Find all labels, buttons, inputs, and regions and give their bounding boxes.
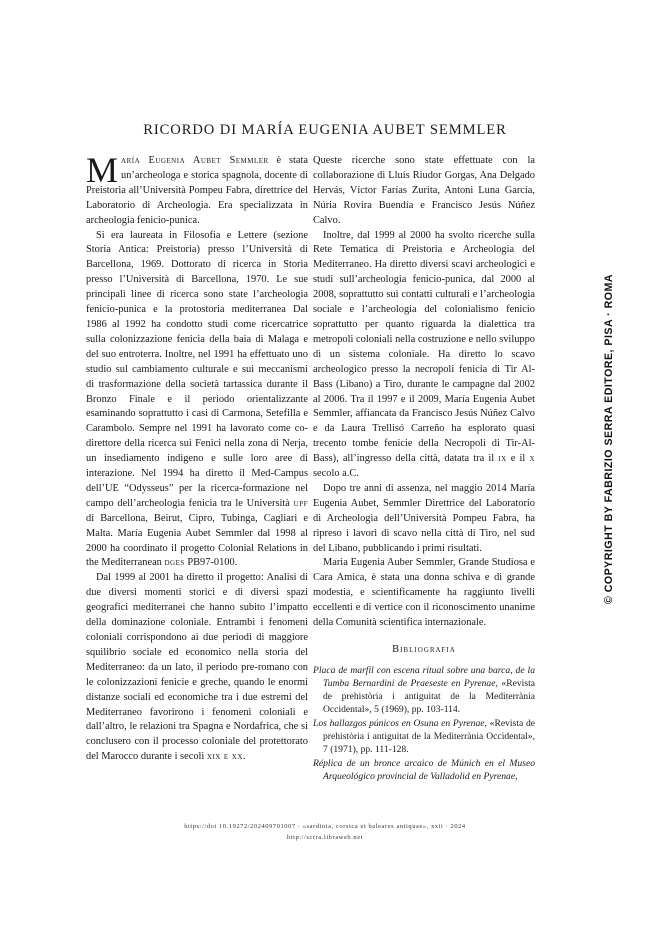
footer-citation: https://doi 10.19272/202409701007 · «sardinia, corsica et baleares antiquae», xxii · 2024 [184,823,466,830]
footer-url: http://scrra.libraweb.net [286,834,364,841]
resume-paragraph: Dopo tre anni di assenza, nel maggio 2014 María Eugenia Aubet, Semmler Direttrice del Laboratorio di Archeologia dell’Università Pompeu Fabra, ha ripreso i lavori di scavo nella città di Tiro, nel sud del Libano, pubblicando i primi risultati. [313,482,535,554]
bibliography-entry [313,757,535,783]
bibliography-title: Réplica de un bronce arcaico de Múnich en el Museo Arqueológico provincial de Valladolid en Pyrenae [313,757,535,782]
bibliography-entry [313,717,535,756]
project-paragraph [86,571,308,765]
career-abbrev-upf: upf [293,497,308,509]
research-mid: e il [506,453,530,465]
intro-text: è stata un’archeologa e storica spagnola, docente di Preistoria all’Università Pompeu Fabra, direttrice del Laboratorio di Archeologia. Era specializzata in archeologia fenicio-punica. [86,155,308,226]
tribute-paragraph: Maria Eugenia Auber Semmler, Grande Studiosa e Cara Amica, è stata una donna schiva e di grande modestia, e scientificamente ha raggiunto livelli eccellenti e di vertice con il riconoscimento unanime della Comunità scientifica internazionale. [313,557,535,629]
left-column [86,150,308,765]
bibliography-heading: Bibliografia [392,644,456,655]
article-title: RICORDO DI MARÍA EUGENIA AUBET SEMMLER [143,122,507,138]
subject-name: aría Eugenia Aubet Semmler [121,155,269,166]
career-text-a: Si era laureata in Filosofia e Lettere (sezione Storia Antica: Preistoria) presso l’Università di Barcellona, 1969. Dottorato di ricerca in Storia presso l’Università di Barcellona, 1970. Le sue principali linee di ricerca sono state l’archeologia fenicio-punica e la protostoria mediterranea Dal 1986 al 1992 ha condotto studi come ricercatrice sulla colonizzazione fenicia della baia di Malaga e del suo entroterra. Inoltre, nel 1991 ha effettuato uno studio sul cambiamento culturale e sui meccanismi di trasformazione della società tartassica durante il Bronzo Finale e il periodo orientalizzante esaminando soprattutto i casi di Carmona, Setefilla e Carambolo. Sempre nel 1991 ha lavorato come co-direttore della ricerca sui Fenici nella zona di Nerja, un insediamento indigeno e sulle loro aree di interazione. Nel 1994 ha diretto il Med-Campus dell’UE “Odysseus” per la ricerca-formazione nel campo dell’archeologia fenicia tra le Università [86,229,308,509]
research-century-x: x [529,453,536,465]
bibliography-title: Los hallazgos púnicos en Osuna en Pyrenae [313,717,485,729]
dropcap-letter: M [86,150,119,190]
collaborators-paragraph: Queste ricerche sono state effettuate con la collaborazione di Lluís Riudor Gorgas, Ana Delgado Hervás, Víctor Farías Zurita, Antoni Luna García, Núria Rovira Buendía e Francisco Jesús Núñez Calvo. [313,155,535,226]
project-end: . [242,751,246,763]
copyright-notice [598,247,620,631]
career-text-b: di Barcellona, Beirut, Cipro, Tubinga, Cagliari e Malta. María Eugenia Aubet Semmler dal 1998 al 2000 ha coordinato il progetto Colonial Relations in the Mediterranean [86,512,308,569]
copyright-text: © COPYRIGHT BY FABRIZIO SERRA EDITORE, PISA · ROMA [603,273,616,605]
career-text-c: PB97-0100. [184,557,238,569]
bibliography-details: , «Revista de prehistòria i antiguitat de la Mediterrània Occidental», 5 (1969), pp. 103-114. [323,677,535,715]
research-century-ix: ix [498,453,507,465]
project-centuries: xix e xx [206,751,243,763]
career-paragraph [86,229,308,572]
right-column [313,154,535,784]
research-text: Inoltre, dal 1999 al 2000 ha svolto ricerche sulla Rete Tematica di Preistoria e Archeologia del Mediterraneo. Ha diretto diversi scavi archeologici e studi sull’archeologia fenicio-punica, dal 2000 al 2008, soprattutto sui contatti culturali e l’archeologia sociale e l’archeologia del colonialismo fenicio soprattutto per quanto riguarda la dialettica tra metropoli coloniali nella costruzione e nello sviluppo di un sistema coloniale. Ha diretto lo scavo archeologico presso la necropoli fenicia di Tir Al-Bass (Libano) a Tiro, durante le campagne dal 2002 al 2006. Tra il 1997 e il 2009, María Eugenia Aubet Semmler, affiancata da Francisco Jesús Núñez Calvo e da Laura Trellisó Carreño ha esplorato quasi trecento tombe fenicie della Necropoli di Tir-Al-Bass), all’ingresso della città, datata tra il [313,229,535,465]
research-paragraph [313,229,535,482]
career-abbrev-dges: dges [164,557,185,569]
intro-paragraph [86,150,308,229]
research-end: secolo a.C. [313,468,359,480]
bibliography-title: Placa de marfil con escena ritual sobre una barca, de la Tumba Bernardini de Praeseste en Pyrenae [313,664,535,689]
bibliography-details: , [515,770,518,782]
project-text: Dal 1999 al 2001 ha diretto il progetto: Analisi di due diversi momenti storici e di diversi spazi geografici mediterranei che hanno subito l’impatto della dominazione coloniale. Entrambi i fenomeni coloniali corrispondono ai due periodi di maggiore squilibrio sociale ed economico nella storia del Mediterraneo: da un lato, il periodo pre-romano con le colonizzazioni fenicie e greche, quando le enormi distanze sociali ed economiche tra i due estremi del Mediterraneo favorirono i fenomeni coloniali e dall’altro, le relazioni tra Spagna e Nordafrica, che si conclusero con il processo coloniale del protettorato del Marocco durante i secoli [86,572,308,763]
bibliography-entry [313,664,535,716]
bibliography-details: , «Revista de prehistòria i antiguitat de la Mediterrània Occidental», 7 (1971), pp. 111-128. [323,717,535,755]
